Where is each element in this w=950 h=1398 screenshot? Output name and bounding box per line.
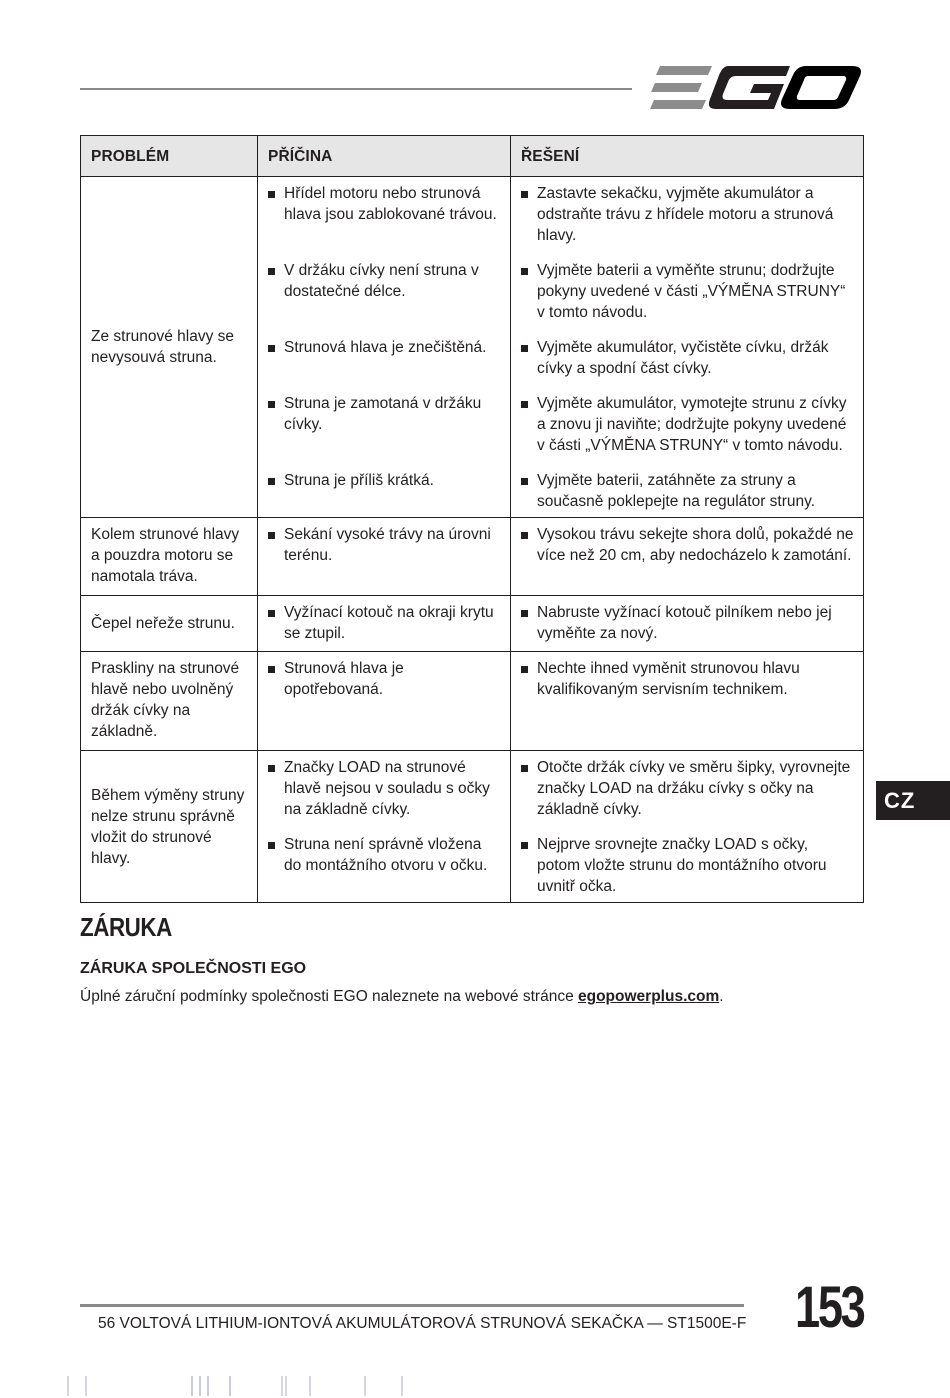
bullet-square-icon bbox=[521, 345, 528, 352]
ego-logo-o bbox=[781, 66, 861, 109]
section-title: ZÁRUKA bbox=[80, 912, 172, 942]
cause-text: Vyžínací kotouč na okraji krytu se ztupil. bbox=[284, 604, 494, 642]
header-problem: PROBLÉM bbox=[81, 136, 258, 177]
solution-text: Vyjměte baterii a vyměňte strunu; dodržujte pokyny uvedené v části „VÝMĚNA STRUNY“ v tomto návodu. bbox=[537, 262, 846, 321]
list-item bbox=[268, 337, 502, 379]
solution-text: Zastavte sekačku, vyjměte akumulátor a odstraňte trávu z hřídele motoru a strunová hlavy. bbox=[537, 185, 834, 244]
problem-cell: Kolem strunové hlavy a pouzdra motoru se namotala tráva. bbox=[81, 518, 258, 596]
table-row bbox=[81, 751, 864, 903]
header-rule bbox=[80, 88, 632, 90]
bullet-square-icon bbox=[521, 268, 528, 275]
problem-cell: Ze strunové hlavy se nevysouvá struna. bbox=[81, 177, 258, 518]
list-item bbox=[521, 470, 855, 512]
list-item bbox=[268, 757, 502, 820]
print-marks bbox=[60, 1376, 460, 1396]
table-header-row bbox=[81, 136, 864, 177]
website-link[interactable]: egopowerplus.com bbox=[578, 988, 720, 1005]
language-tab: CZ bbox=[876, 781, 950, 820]
solution-cell bbox=[511, 751, 864, 903]
footer-rule bbox=[80, 1304, 744, 1307]
solution-cell bbox=[511, 652, 864, 751]
cause-cell bbox=[258, 652, 511, 751]
list-item bbox=[268, 393, 502, 456]
list-item bbox=[521, 524, 855, 566]
bullet-square-icon bbox=[268, 345, 275, 352]
list-item bbox=[268, 260, 502, 323]
bullet-square-icon bbox=[268, 268, 275, 275]
cause-text: Značky LOAD na strunové hlavě nejsou v souladu s očky na základně cívky. bbox=[284, 759, 490, 818]
list-item bbox=[268, 183, 502, 246]
solution-text: Vysokou trávu sekejte shora dolů, pokaždé ne více než 20 cm, aby nedocházelo k zamotání. bbox=[537, 526, 854, 564]
warranty-text-body: Úplné záruční podmínky společnosti EGO naleznete na webové stránce bbox=[80, 988, 578, 1005]
cause-cell bbox=[258, 177, 511, 518]
solution-text: Nabruste vyžínací kotouč pilníkem nebo jej vyměňte za nový. bbox=[537, 604, 832, 642]
solution-text: Vyjměte akumulátor, vyčistěte cívku, držák cívky a spodní část cívky. bbox=[537, 339, 829, 377]
list-item bbox=[521, 183, 855, 246]
list-item bbox=[521, 260, 855, 323]
table-row bbox=[81, 518, 864, 596]
cause-text: Struna je příliš krátká. bbox=[284, 472, 434, 489]
cause-text: Sekání vysoké trávy na úrovni terénu. bbox=[284, 526, 491, 564]
problem-cell: Během výměny struny nelze strunu správně vložit do strunové hlavy. bbox=[81, 751, 258, 903]
solution-text: Nejprve srovnejte značky LOAD s očky, potom vložte strunu do montážního otvoru uvnitř očka. bbox=[537, 836, 827, 895]
bullet-square-icon bbox=[268, 191, 275, 198]
table-row bbox=[81, 652, 864, 751]
bullet-square-icon bbox=[521, 666, 528, 673]
footer-product-title: 56 VOLTOVÁ LITHIUM-IONTOVÁ AKUMULÁTOROVÁ STRUNOVÁ SEKAČKA — ST1500E-F bbox=[98, 1315, 747, 1332]
cause-cell bbox=[258, 751, 511, 903]
list-item bbox=[268, 602, 502, 644]
bullet-square-icon bbox=[268, 478, 275, 485]
bullet-square-icon bbox=[521, 842, 528, 849]
page-number: 153 bbox=[795, 1275, 864, 1340]
header-cause: PŘÍČINA bbox=[258, 136, 511, 177]
bullet-square-icon bbox=[521, 191, 528, 198]
cause-cell bbox=[258, 518, 511, 596]
cause-text: Struna není správně vložena do montážního otvoru v očku. bbox=[284, 836, 488, 874]
solution-text: Vyjměte akumulátor, vymotejte strunu z cívky a znovu ji naviňte; dodržujte pokyny uvedené v části „VÝMĚNA STRUNY“ v tomto návodu. bbox=[537, 395, 847, 454]
list-item bbox=[268, 524, 502, 566]
bullet-square-icon bbox=[521, 532, 528, 539]
problem-cell: Čepel neřeže strunu. bbox=[81, 596, 258, 652]
bullet-square-icon bbox=[521, 478, 528, 485]
list-item bbox=[521, 757, 855, 820]
list-item bbox=[268, 470, 502, 512]
solution-cell bbox=[511, 177, 864, 518]
list-item bbox=[521, 602, 855, 644]
problem-cell: Praskliny na strunové hlavě nebo uvolněný držák cívky na základně. bbox=[81, 652, 258, 751]
header-solution: ŘEŠENÍ bbox=[511, 136, 864, 177]
bullet-square-icon bbox=[521, 610, 528, 617]
ego-logo bbox=[650, 64, 862, 112]
list-item bbox=[268, 834, 502, 876]
list-item bbox=[268, 658, 502, 700]
cause-text: V držáku cívky není struna v dostatečné délce. bbox=[284, 262, 479, 300]
bullet-square-icon bbox=[268, 401, 275, 408]
list-item bbox=[521, 658, 855, 700]
troubleshooting-table bbox=[80, 135, 864, 903]
cause-cell bbox=[258, 596, 511, 652]
cause-text: Struna je zamotaná v držáku cívky. bbox=[284, 395, 482, 433]
bullet-square-icon bbox=[521, 765, 528, 772]
warranty-text bbox=[80, 988, 724, 1006]
ego-logo-e bbox=[650, 66, 712, 109]
cause-text: Strunová hlava je znečištěná. bbox=[284, 339, 487, 356]
solution-cell bbox=[511, 518, 864, 596]
table-row bbox=[81, 596, 864, 652]
bullet-square-icon bbox=[268, 666, 275, 673]
solution-text: Vyjměte baterii, zatáhněte za struny a současně poklepejte na regulátor struny. bbox=[537, 472, 816, 510]
bullet-square-icon bbox=[268, 532, 275, 539]
list-item bbox=[521, 337, 855, 379]
list-item bbox=[521, 834, 855, 897]
solution-text: Nechte ihned vyměnit strunovou hlavu kvalifikovaným servisním technikem. bbox=[537, 660, 800, 698]
solution-text: Otočte držák cívky ve směru šipky, vyrovnejte značky LOAD na držáku cívky s očky na základně cívky. bbox=[537, 759, 851, 818]
bullet-square-icon bbox=[268, 610, 275, 617]
table-row bbox=[81, 177, 864, 518]
cause-text: Hřídel motoru nebo strunová hlava jsou zablokované trávou. bbox=[284, 185, 497, 223]
subsection-title: ZÁRUKA SPOLEČNOSTI EGO bbox=[80, 960, 307, 977]
bullet-square-icon bbox=[268, 765, 275, 772]
warranty-text-end: . bbox=[719, 988, 724, 1005]
bullet-square-icon bbox=[268, 842, 275, 849]
list-item bbox=[521, 393, 855, 456]
solution-cell bbox=[511, 596, 864, 652]
bullet-square-icon bbox=[521, 401, 528, 408]
ego-logo-g bbox=[709, 66, 790, 109]
cause-text: Strunová hlava je opotřebovaná. bbox=[284, 660, 404, 698]
